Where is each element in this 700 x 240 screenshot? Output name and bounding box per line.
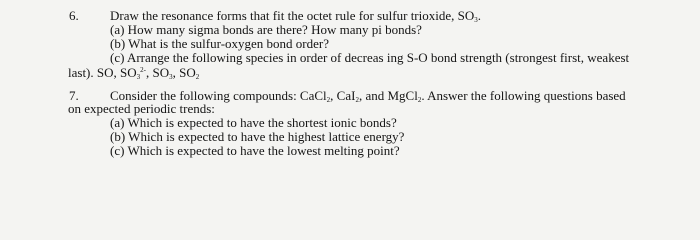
- question-6-species-list: [68, 66, 199, 81]
- question-7-number: 7.: [69, 88, 79, 103]
- q7-intro-text: Consider the following compounds: CaCl: [110, 88, 327, 103]
- q6-last-prefix: last). SO, SO: [68, 65, 137, 80]
- q7-cai2-subscript: 2: [355, 96, 359, 104]
- q6-intro-text: Draw the resonance forms that fit the octet rule for sulfur trioxide, SO: [110, 8, 475, 23]
- q7-intro-end: . Answer the following questions based: [421, 88, 626, 103]
- question-7-line-2: on expected periodic trends:: [68, 101, 215, 116]
- q6-so3-subscript: 3: [169, 73, 173, 81]
- q6-so2-subscript: 2: [195, 73, 200, 81]
- q6-intro-subscript: 3: [474, 16, 478, 24]
- question-7-part-c: (c) Which is expected to have the lowest melting point?: [110, 143, 400, 158]
- q6-so3-ion-subscript: 3: [136, 73, 141, 81]
- question-6-part-b: (b) What is the sulfur-oxygen bond order?: [110, 36, 329, 51]
- question-6-number: 6.: [69, 8, 79, 23]
- question-6-part-a: (a) How many sigma bonds are there? How many pi bonds?: [110, 22, 422, 37]
- q6-so3-text: , SO: [145, 65, 170, 80]
- question-7-part-b: (b) Which is expected to have the highest lattice energy?: [110, 129, 405, 144]
- q7-cai2-text: , CaI: [330, 88, 356, 103]
- question-6-part-c: (c) Arrange the following species in order of decreas ing S-O bond strength (strongest first, weakest: [110, 50, 630, 65]
- q6-so2-text: , SO: [172, 65, 196, 80]
- q6-so3-ion-charge: 2-: [140, 66, 146, 74]
- q7-mgcl2-text: , and MgCl: [358, 88, 418, 103]
- q7-mgcl2-subscript: 2: [417, 96, 422, 104]
- q6-intro-end: .: [477, 8, 481, 23]
- question-7-part-a: (a) Which is expected to have the shortest ionic bonds?: [110, 115, 397, 130]
- q7-cacl2-subscript: 2: [326, 96, 331, 104]
